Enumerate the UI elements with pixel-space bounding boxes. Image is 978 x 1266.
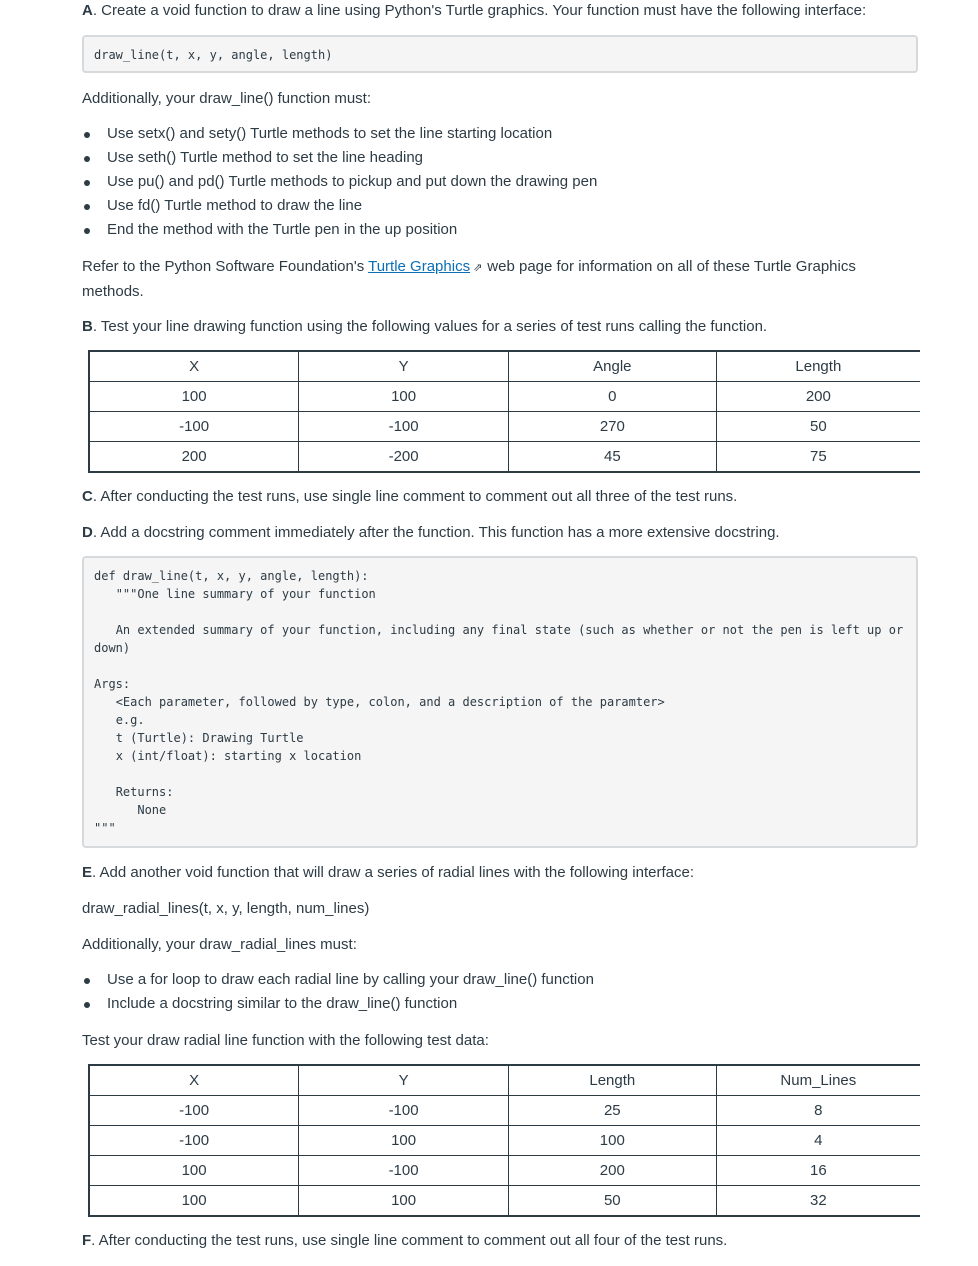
table-cell: 100 [299,1126,509,1156]
table-cell: -100 [299,412,509,442]
interface-code-block: draw_line(t, x, y, angle, length) [82,35,918,73]
section-a-heading [82,0,866,23]
section-c-heading [82,485,737,509]
table-cell: 100 [299,1186,509,1217]
column-header-x: X [89,1065,299,1096]
table-cell: 200 [89,442,299,473]
list-item: Use fd() Turtle method to draw the line [82,194,597,218]
table-cell: 100 [508,1126,716,1156]
section-b-heading [82,315,767,339]
column-header-length: Length [508,1065,716,1096]
list-item: Use setx() and sety() Turtle methods to set the line starting location [82,122,597,146]
table-cell: 100 [89,1186,299,1217]
radial-interface-text: draw_radial_lines(t, x, y, length, num_lines) [82,900,370,917]
section-b-text: . Test your line drawing function using the following values for a series of test runs calling the function. [92,318,768,335]
external-link-icon: ⇗ [473,262,483,274]
column-header-y: Y [299,351,509,382]
table-cell: 75 [716,442,920,473]
refer-paragraph [82,255,912,304]
table-cell: 50 [508,1186,716,1217]
table-cell: -100 [89,1126,299,1156]
section-e-letter: E [82,864,93,881]
table-cell: 100 [89,382,299,412]
table-cell: 25 [508,1096,716,1126]
table-cell: 0 [508,382,716,412]
list-item: Use pu() and pd() Turtle methods to pickup and put down the drawing pen [82,170,597,194]
radial-test-intro: Test your draw radial line function with the following test data: [82,1032,489,1049]
table-cell: 200 [716,382,920,412]
section-b-letter: B [82,318,93,335]
section-e-additional: Additionally, your draw_radial_lines must: [82,936,357,953]
table-cell: -100 [299,1096,509,1126]
docstring-code-block: def draw_line(t, x, y, angle, length): """One line summary of your function An extended summary of your function, including any final state (such as whether or not the pen is left up or down) Args: <Each parameter, followed by type, colon, and a description of the paramter> e.g. t (Turtle): Drawing Turtle x (int/float): starting x location Returns: None """ [82,556,918,848]
section-a-text: . Create a void function to draw a line using Python's Turtle graphics. Your function must have the following interface: [92,2,867,19]
table-cell: 100 [89,1156,299,1186]
radial-requirements-list [82,968,594,1016]
section-e-text: . Add another void function that will draw a series of radial lines with the following interface: [92,864,695,881]
table-row [89,1186,920,1217]
table-cell: 50 [716,412,920,442]
list-item: End the method with the Turtle pen in the up position [82,218,597,242]
table-row [89,1156,920,1186]
table-cell: 270 [508,412,716,442]
section-c-letter: C [82,488,93,505]
table-header-row [89,351,920,382]
column-header-length: Length [716,351,920,382]
refer-prefix: Refer to the Python Software Foundation's [82,258,369,275]
table-cell: 32 [716,1186,920,1217]
section-c-text: . After conducting the test runs, use single line comment to comment out all three of the test runs. [92,488,738,505]
list-item: Use seth() Turtle method to set the line heading [82,146,597,170]
table-row [89,382,920,412]
table-cell: 8 [716,1096,920,1126]
column-header-num-lines: Num_Lines [716,1065,920,1096]
draw-line-requirements-list [82,122,597,242]
table-cell: 200 [508,1156,716,1186]
list-item: Include a docstring similar to the draw_line() function [82,992,594,1016]
table-cell: -100 [89,1096,299,1126]
table-row [89,1096,920,1126]
section-f-letter: F [82,1232,92,1249]
table-cell: 16 [716,1156,920,1186]
section-d-heading [82,521,780,545]
radial-test-table [88,1064,920,1217]
table-cell: -100 [299,1156,509,1186]
turtle-graphics-link[interactable]: Turtle Graphics [368,258,471,275]
column-header-y: Y [299,1065,509,1096]
table-cell: 4 [716,1126,920,1156]
section-e-heading [82,861,694,885]
section-f-text: . After conducting the test runs, use single line comment to comment out all four of the test runs. [91,1232,728,1249]
section-d-text: . Add a docstring comment immediately after the function. This function has a more extensive docstring. [92,524,780,541]
section-a-letter: A [82,2,93,19]
table-cell: -100 [89,412,299,442]
table-row [89,412,920,442]
table-cell: 45 [508,442,716,473]
section-f-heading [82,1229,727,1253]
table-cell: -200 [299,442,509,473]
column-header-angle: Angle [508,351,716,382]
line-test-table [88,350,920,473]
column-header-x: X [89,351,299,382]
list-item: Use a for loop to draw each radial line by calling your draw_line() function [82,968,594,992]
refer-suffix: web page for information on all of these Turtle Graphics methods. [82,258,856,300]
table-row [89,442,920,473]
table-header-row [89,1065,920,1096]
section-d-letter: D [82,524,93,541]
section-a-additional: Additionally, your draw_line() function must: [82,90,372,107]
table-cell: 100 [299,382,509,412]
table-row [89,1126,920,1156]
